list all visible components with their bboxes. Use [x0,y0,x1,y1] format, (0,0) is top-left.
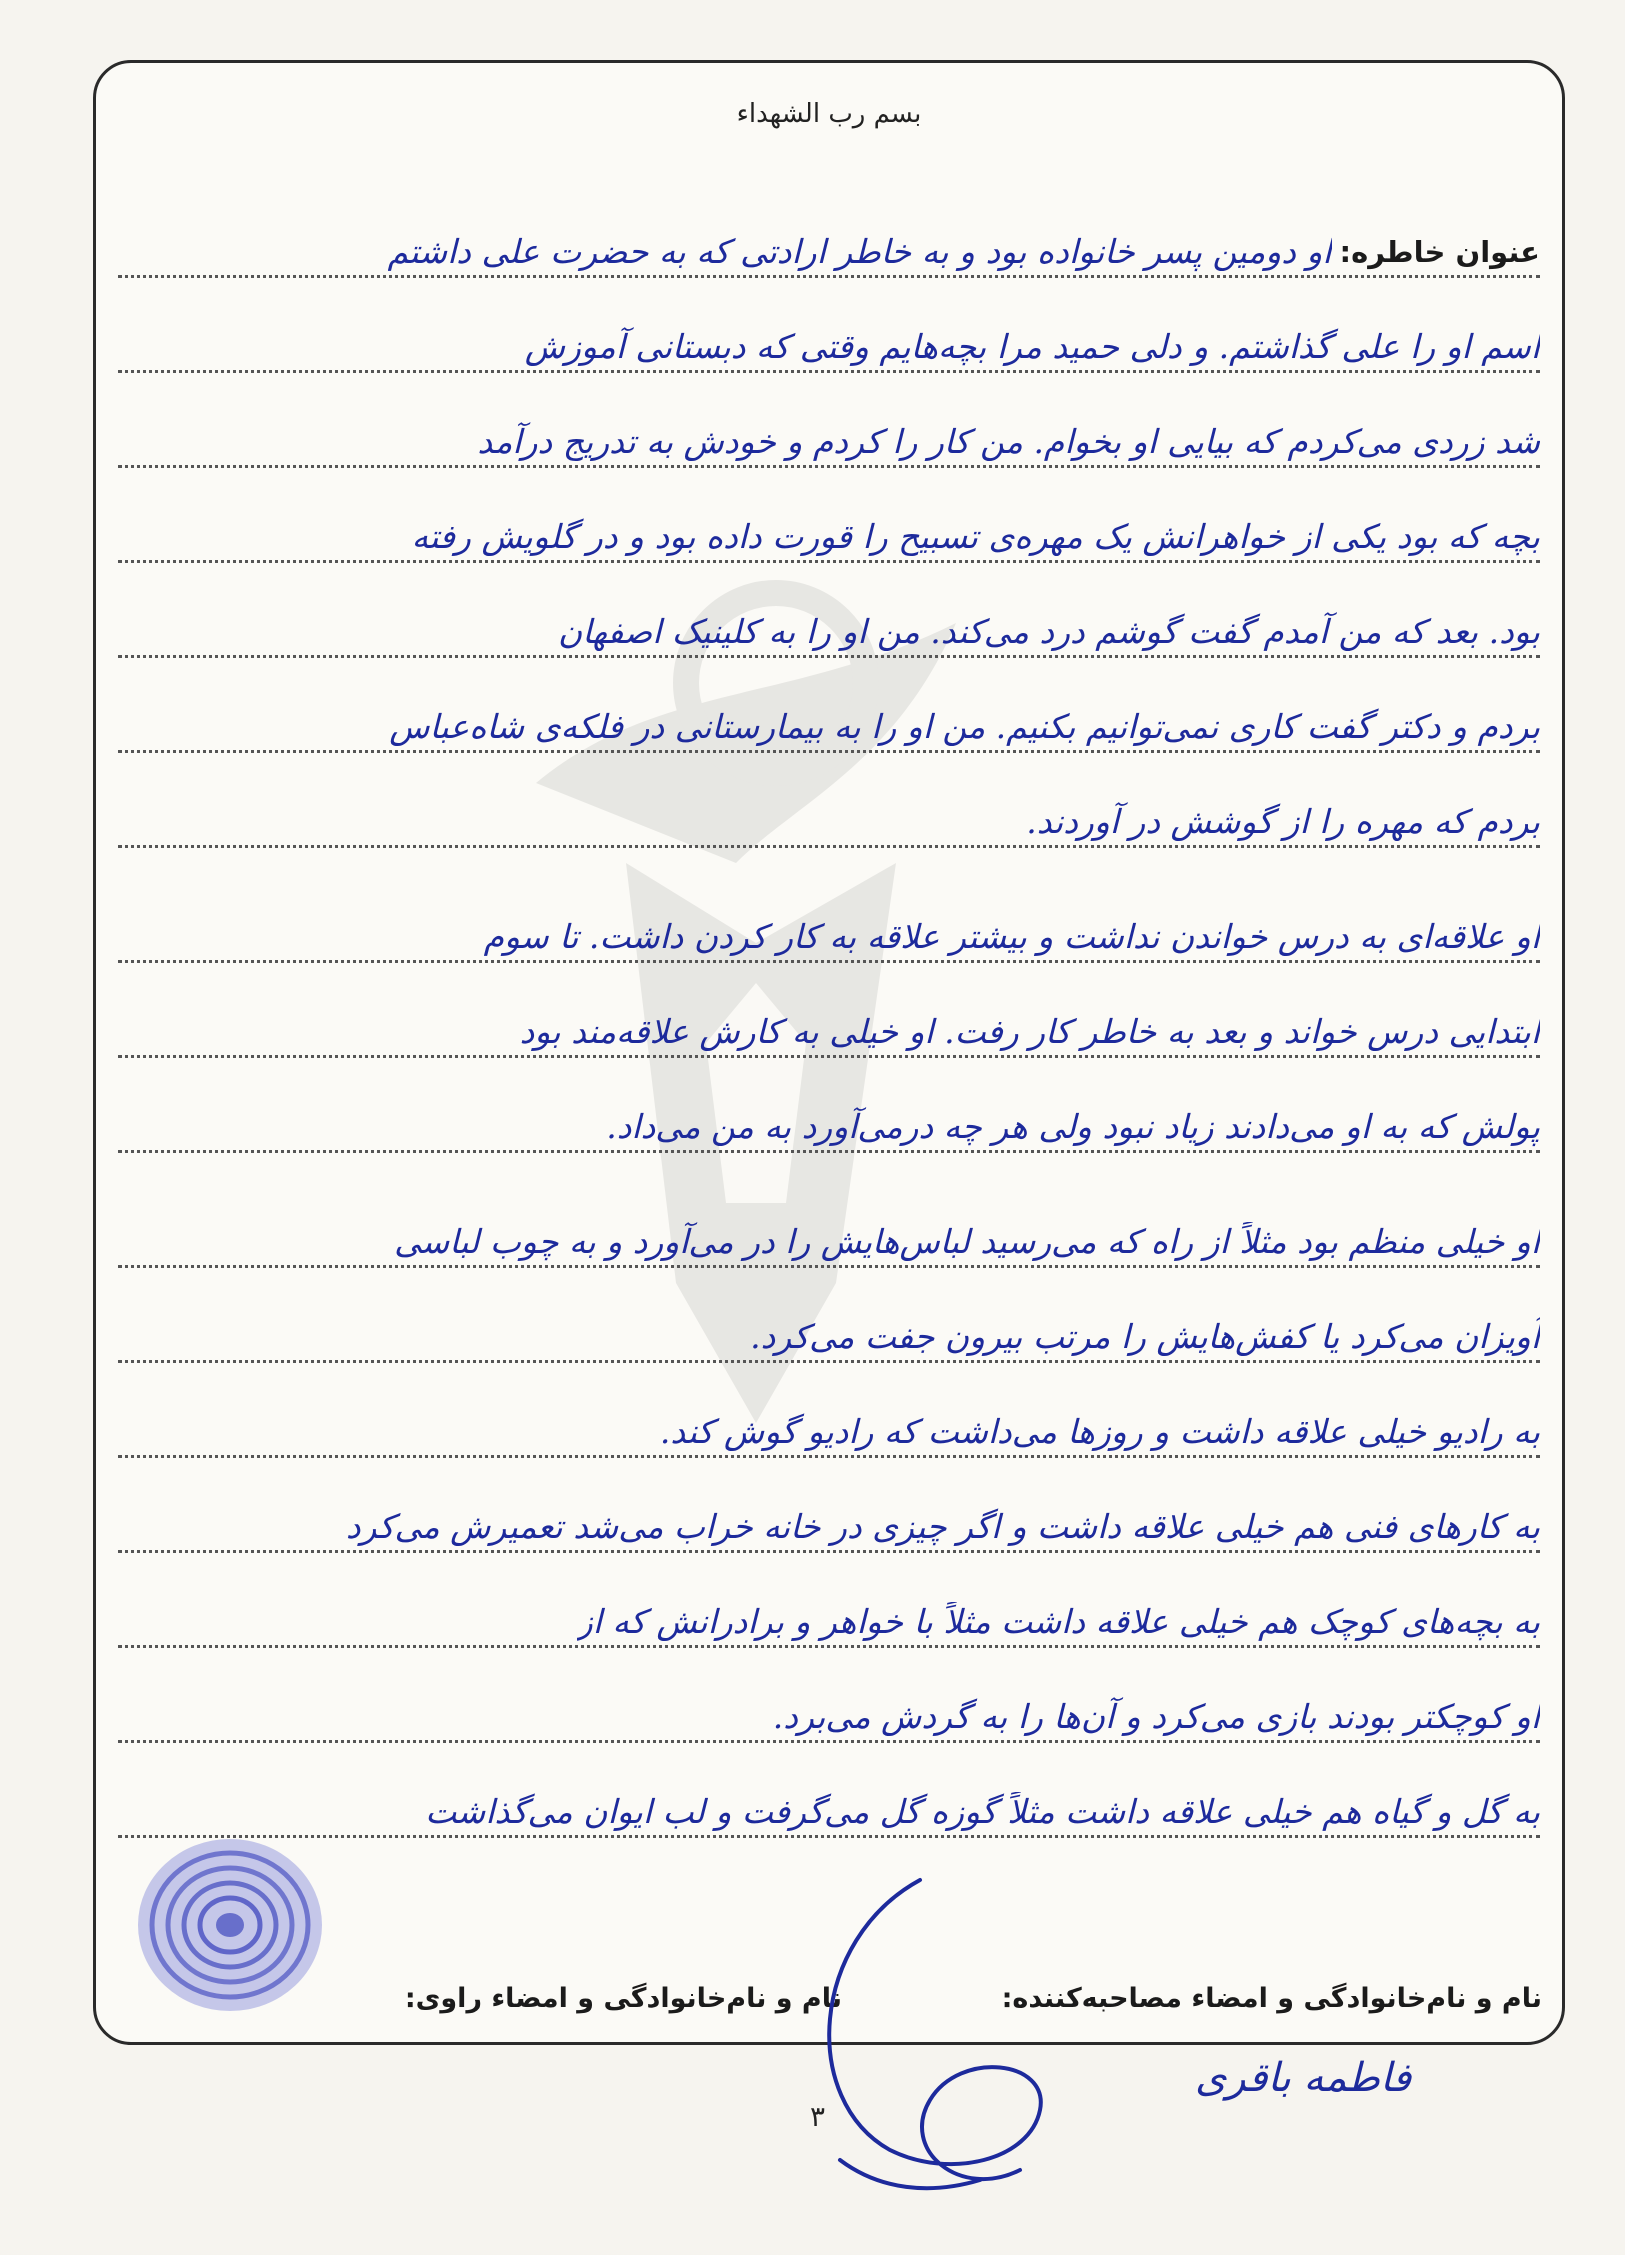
fingerprint-icon [130,1830,330,2020]
handwritten-line: بچه که بود یکی از خواهرانش یک مهره‌ی تسبیح را قورت داده بود و در گلویش رفته [411,517,1540,556]
text-row [118,788,1540,848]
handwritten-line: او دومین پسر خانواده بود و به خاطر ارادتی که به حضرت علی داشتم [387,232,1332,271]
narrator-label: نام و نام‌خانوادگی و امضاء راوی: [404,1983,842,2014]
handwritten-line: آویزان می‌کرد یا کفش‌هایش را مرتب بیرون جفت می‌کرد. [750,1317,1540,1356]
text-row [118,1683,1540,1743]
title-label: عنوان خاطره: [1339,235,1540,269]
header-basmala: بسم رب الشهداء [736,99,922,129]
handwritten-line: او خیلی منظم بود مثلاً از راه که می‌رسید لباس‌هایش را در می‌آورد و به چوب لباسی [394,1222,1540,1261]
handwritten-line: او کوچکتر بودند بازی می‌کرد و آن‌ها را به گردش می‌برد. [772,1697,1540,1736]
interviewer-label: نام و نام‌خانوادگی و امضاء مصاحبه‌کننده: [1001,1983,1542,2014]
title-row [118,218,1540,278]
handwritten-line: او علاقه‌ای به درس خواندن نداشت و بیشتر علاقه به کار کردن داشت. تا سوم [483,917,1540,956]
text-row [118,313,1540,373]
text-row [118,903,1540,963]
page-number: ۳ [810,2100,826,2133]
text-row [118,408,1540,468]
handwritten-lines [96,63,1562,2042]
text-row [118,598,1540,658]
form-frame [93,60,1565,2045]
handwritten-line: بردم که مهره را از گوشش در آوردند. [1026,802,1540,841]
text-row [118,503,1540,563]
text-row [118,1093,1540,1153]
text-row [118,1588,1540,1648]
text-row [118,693,1540,753]
handwritten-line: شد زردی می‌کردم که بیایی او بخوام. من کار را کردم و خودش به تدریج درآمد [477,422,1540,461]
handwritten-line: به کارهای فنی هم خیلی علاقه داشت و اگر چیزی در خانه خراب می‌شد تعمیرش می‌کرد [345,1507,1540,1546]
handwritten-line: ابتدایی درس خواند و بعد به خاطر کار رفت. او خیلی به کارش علاقه‌مند بود [519,1012,1540,1051]
handwritten-line: به گل و گیاه هم خیلی علاقه داشت مثلاً گوزه گل می‌گرفت و لب ایوان می‌گذاشت [425,1792,1540,1831]
text-row [118,1208,1540,1268]
handwritten-line: پولش که به او می‌دادند زیاد نبود ولی هر چه درمی‌آورد به من می‌داد. [606,1107,1540,1146]
handwritten-line: به بچه‌های کوچک هم خیلی علاقه داشت مثلاً با خواهر و برادرانش که از [576,1602,1540,1641]
text-row [118,1303,1540,1363]
text-row [118,1778,1540,1838]
handwritten-line: به رادیو خیلی علاقه داشت و روزها می‌داشت که رادیو گوش کند. [659,1412,1540,1451]
text-row [118,1493,1540,1553]
text-row [118,1398,1540,1458]
text-row [118,998,1540,1058]
signature-scribble-icon [780,1860,1080,2220]
handwritten-line: بردم و دکتر گفت کاری نمی‌توانیم بکنیم. من او را به بیمارستانی در فلکه‌ی شاه‌عباس [389,707,1540,746]
handwritten-line: بود. بعد که من آمدم گفت گوشم درد می‌کند. من او را به کلینیک اصفهان [558,612,1540,651]
narrator-signature-name: فاطمه باقری [1195,2055,1412,2101]
handwritten-line: اسم او را علی گذاشتم. و دلی حمید مرا بچه‌هایم وقتی که دبستانی آموزش [524,327,1540,366]
